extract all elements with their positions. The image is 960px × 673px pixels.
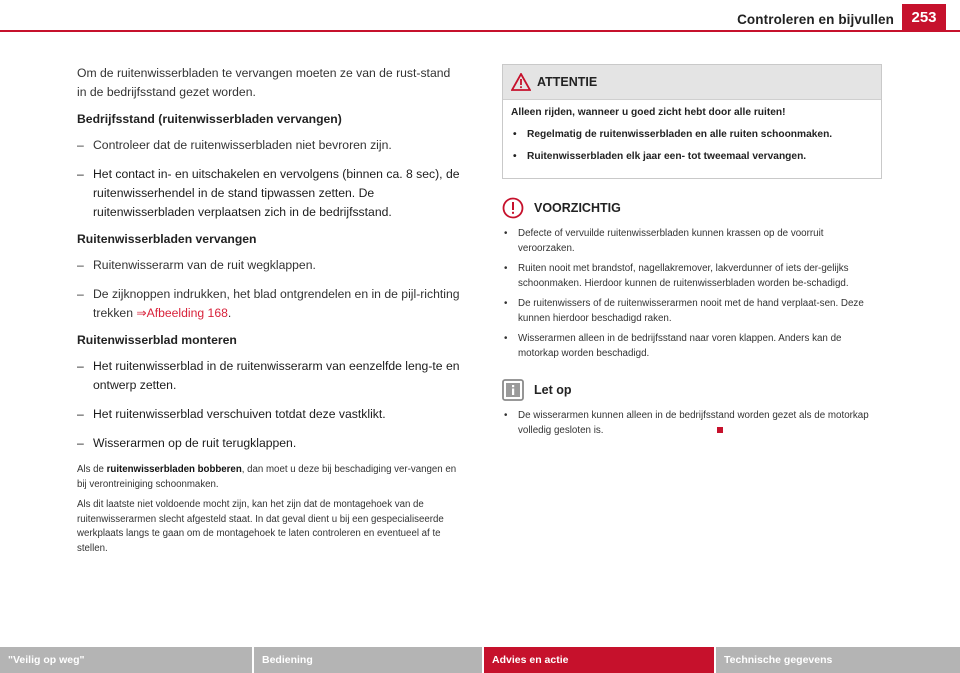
dash-bullet: – — [77, 167, 84, 181]
dash-bullet: – — [77, 359, 84, 373]
footer-tab-technical[interactable]: Technische gegevens — [716, 647, 960, 673]
caution-item-text: Wisserarmen alleen in de bedrijfsstand naar voren klappen. Anders kan de motorkap worden beschadigd. — [518, 333, 842, 359]
note-item — [502, 409, 882, 438]
caution-header — [502, 197, 882, 219]
figure-link[interactable]: ⇒Afbeelding 168 — [136, 306, 228, 320]
note-text-part: Als de — [77, 464, 107, 475]
caution-item-text: De ruitenwissers of de ruitenwisserarmen nooit met de hand verplaat-sen. Deze kunnen hierdoor beschadigd raken. — [518, 298, 864, 324]
footer-tab-operation[interactable]: Bediening — [254, 647, 484, 673]
caution-title: VOORZICHTIG — [534, 201, 621, 215]
intro-text: Om de ruitenwisserbladen te vervangen moeten ze van de rust-stand in de bedrijfsstand gezet worden. — [77, 66, 451, 99]
dash-bullet: – — [77, 436, 84, 450]
warning-triangle-icon — [511, 73, 531, 91]
bullet: • — [504, 410, 508, 421]
caution-item — [502, 262, 882, 291]
list-item-end: . — [227, 306, 232, 320]
bullet: • — [513, 129, 517, 140]
attention-item-text: Ruitenwisserbladen elk jaar een- tot tweemaal vervangen. — [527, 151, 807, 162]
note-title: Let op — [534, 383, 572, 397]
section-end-marker — [717, 427, 723, 433]
list-item-text: Ruitenwisserarm van de ruit wegklappen. — [93, 258, 316, 272]
caution-item-text: Defecte of vervuilde ruitenwisserbladen kunnen krassen op de voorruit veroorzaken. — [518, 228, 824, 254]
dash-bullet: – — [77, 258, 84, 272]
caution-item — [502, 297, 882, 326]
list-item — [77, 434, 463, 453]
list-item — [77, 256, 463, 275]
section-heading-replace-blades: Ruitenwisserbladen vervangen — [77, 232, 257, 246]
section-heading-operating-position: Bedrijfsstand (ruitenwisserbladen vervangen) — [77, 112, 342, 126]
attention-body — [503, 100, 881, 178]
header-rule — [0, 30, 960, 32]
note-text-part: , dan moet u deze bij beschadiging ver-vangen en bij verontreiniging schoonmaken. — [77, 464, 457, 490]
attention-lead: Alleen rijden, wanneer u goed zicht hebt door alle ruiten! — [511, 107, 786, 118]
footer-tab-advice[interactable]: Advies en actie — [484, 647, 716, 673]
footer-nav — [0, 647, 960, 673]
list-item-text: Het ruitenwisserblad in de ruitenwisserarm van eenzelfde leng-te en ontwerp zetten. — [93, 359, 460, 392]
list-item — [77, 136, 463, 155]
note-item-text: De wisserarmen kunnen alleen in de bedrijfsstand worden gezet als de motorkap volledig gesloten is. — [518, 410, 869, 436]
footer-tab-safety[interactable]: "Veilig op weg" — [0, 647, 254, 673]
info-icon — [502, 379, 524, 401]
attention-header — [503, 65, 881, 100]
bullet: • — [513, 151, 517, 162]
attention-item — [511, 150, 873, 164]
bullet: • — [504, 333, 508, 344]
right-column — [502, 64, 882, 444]
list-item-text: Controleer dat de ruitenwisserbladen niet bevroren zijn. — [93, 138, 392, 152]
dash-bullet: – — [77, 407, 84, 421]
bullet: • — [504, 228, 508, 239]
list-item — [77, 357, 463, 395]
page-title: Controleren en bijvullen — [737, 12, 894, 27]
list-item — [77, 165, 463, 222]
dash-bullet: – — [77, 138, 84, 152]
attention-box — [502, 64, 882, 179]
caution-item — [502, 332, 882, 361]
bullet: • — [504, 298, 508, 309]
list-item — [77, 285, 463, 323]
list-item-text: Wisserarmen op de ruit terugklappen. — [93, 436, 297, 450]
note-text-chattering — [77, 463, 463, 492]
list-item-text: Het ruitenwisserblad verschuiven totdat deze vastklikt. — [93, 407, 386, 421]
list-item-text: Het contact in- en uitschakelen en vervolgens (binnen ca. 8 sec), de ruitenwisserhendel in de stand tipwassen zetten. De ruitenwisserbladen verplaatsen zich in de bedrijfsstand. — [93, 167, 460, 219]
caution-item — [502, 227, 882, 256]
caution-icon — [502, 197, 524, 219]
list-item — [77, 405, 463, 424]
attention-item-text: Regelmatig de ruitenwisserbladen en alle ruiten schoonmaken. — [527, 129, 833, 140]
attention-item — [511, 128, 873, 142]
caution-item-text: Ruiten nooit met brandstof, nagellakremover, lakverdunner of iets der-gelijks schoonmaken. Hierdoor kunnen de ruitenwisserbladen worden be-schadigd. — [518, 263, 849, 289]
left-column — [77, 64, 463, 562]
note-text-emphasis: ruitenwisserbladen bobberen — [106, 464, 242, 475]
note-text-mounting-angle: Als dit laatste niet voldoende mocht zijn, kan het zijn dat de montagehoek van de ruitenwisserarmen slecht afgesteld staat. In dat geval dient u bij een gespecialiseerde werkplaats langs te gaan om de montagehoek te laten controleren en eventueel af te stellen. — [77, 499, 444, 554]
bullet: • — [504, 263, 508, 274]
note-header — [502, 379, 882, 401]
attention-title: ATTENTIE — [537, 75, 598, 89]
dash-bullet: – — [77, 287, 84, 301]
section-heading-mount-blade: Ruitenwisserblad monteren — [77, 333, 237, 347]
page-number: 253 — [902, 4, 946, 30]
list-item-text: De zijknoppen indrukken, het blad ontgrendelen en in de pijl-richting trekken — [93, 287, 460, 320]
